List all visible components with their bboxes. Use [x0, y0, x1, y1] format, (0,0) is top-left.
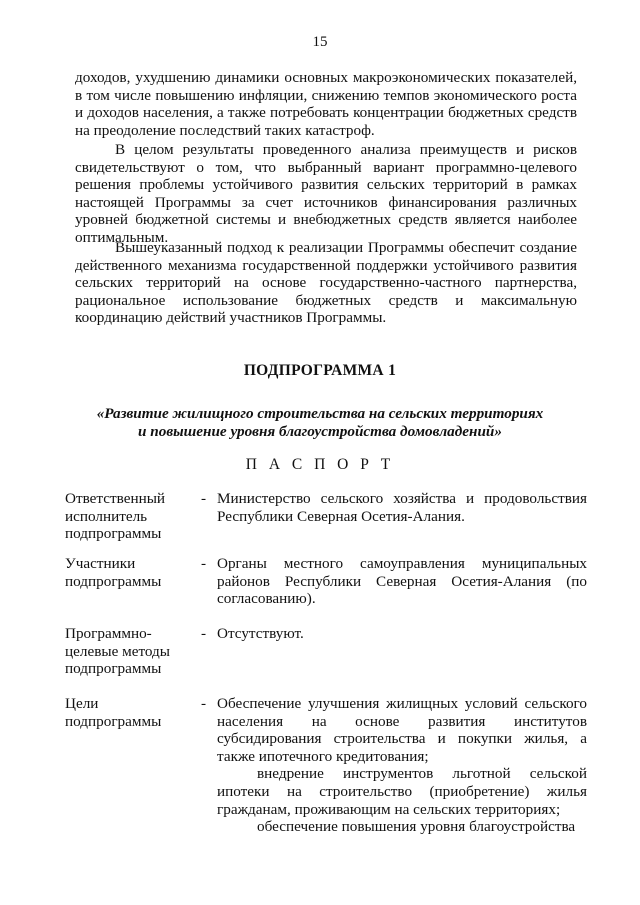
passport-heading: П А С П О Р Т: [245, 456, 395, 473]
passport-value: Министерство сельского хозяйства и продовольствия Республики Северная Осетия-Алания.: [217, 490, 587, 525]
dash-marker: -: [201, 490, 207, 507]
passport-value: Органы местного самоуправления муниципальных районов Республики Северная Осетия-Алания (по согласованию).: [217, 555, 587, 608]
paragraph-1-block: [75, 69, 577, 139]
passport-value: Отсутствуют.: [217, 625, 304, 642]
passport-label: Ответственный исполнитель подпрограммы: [65, 490, 166, 543]
paragraph: Вышеуказанный подход к реализации Программы обеспечит создание действенного механизма государственной поддержки устойчивого развития сельских территорий на основе государственно-частного партнерства, рациональное использование бюджетных средств и максимальную координацию действий участников Программы.: [75, 239, 577, 327]
dash-marker: -: [201, 555, 207, 572]
passport-label: Программно-целевые методы подпрограммы: [65, 625, 170, 678]
passport-value: [217, 695, 587, 836]
goal-item: обеспечение повышения уровня благоустройства: [257, 818, 576, 836]
paragraph-3-block: [75, 239, 577, 327]
goal-item: внедрение инструментов льготной сельской ипотеки на строительство (приобретение) жилья гражданам, проживающим на сельских территориях;: [217, 765, 587, 818]
passport-label: Участники подпрограммы: [65, 555, 162, 590]
subprogram-name: [0, 405, 640, 441]
passport-label: Цели подпрограммы: [65, 695, 162, 730]
paragraph-2-block: [75, 141, 577, 247]
page-number: 15: [312, 34, 328, 50]
dash-marker: -: [201, 625, 207, 642]
subprogram-title: ПОДПРОГРАММА 1: [243, 362, 397, 379]
paragraph: доходов, ухудшению динамики основных макроэкономических показателей, в том числе повышению инфляции, снижению темпов экономического роста и доходов населения, а также потребовать концентрации бюджетных средств на преодоление последствий таких катастроф.: [75, 69, 577, 139]
subprogram-name-line-1: «Развитие жилищного строительства на сельских территориях: [96, 405, 544, 422]
goal-item: Обеспечение улучшения жилищных условий сельского населения на основе развития институтов субсидирования строительства и покупки жилья, а также ипотечного кредитования;: [217, 695, 587, 765]
dash-marker: -: [201, 695, 207, 712]
paragraph: В целом результаты проведенного анализа преимуществ и рисков свидетельствуют о том, что выбранный вариант программно-целевого решения проблемы устойчивого развития сельских территорий в рамках настоящей Программы за счет источников финансирования различных уровней бюджетной системы и внебюджетных средств является наиболее оптимальным.: [75, 141, 577, 246]
subprogram-name-line-2: и повышение уровня благоустройства домовладений»: [138, 422, 502, 440]
